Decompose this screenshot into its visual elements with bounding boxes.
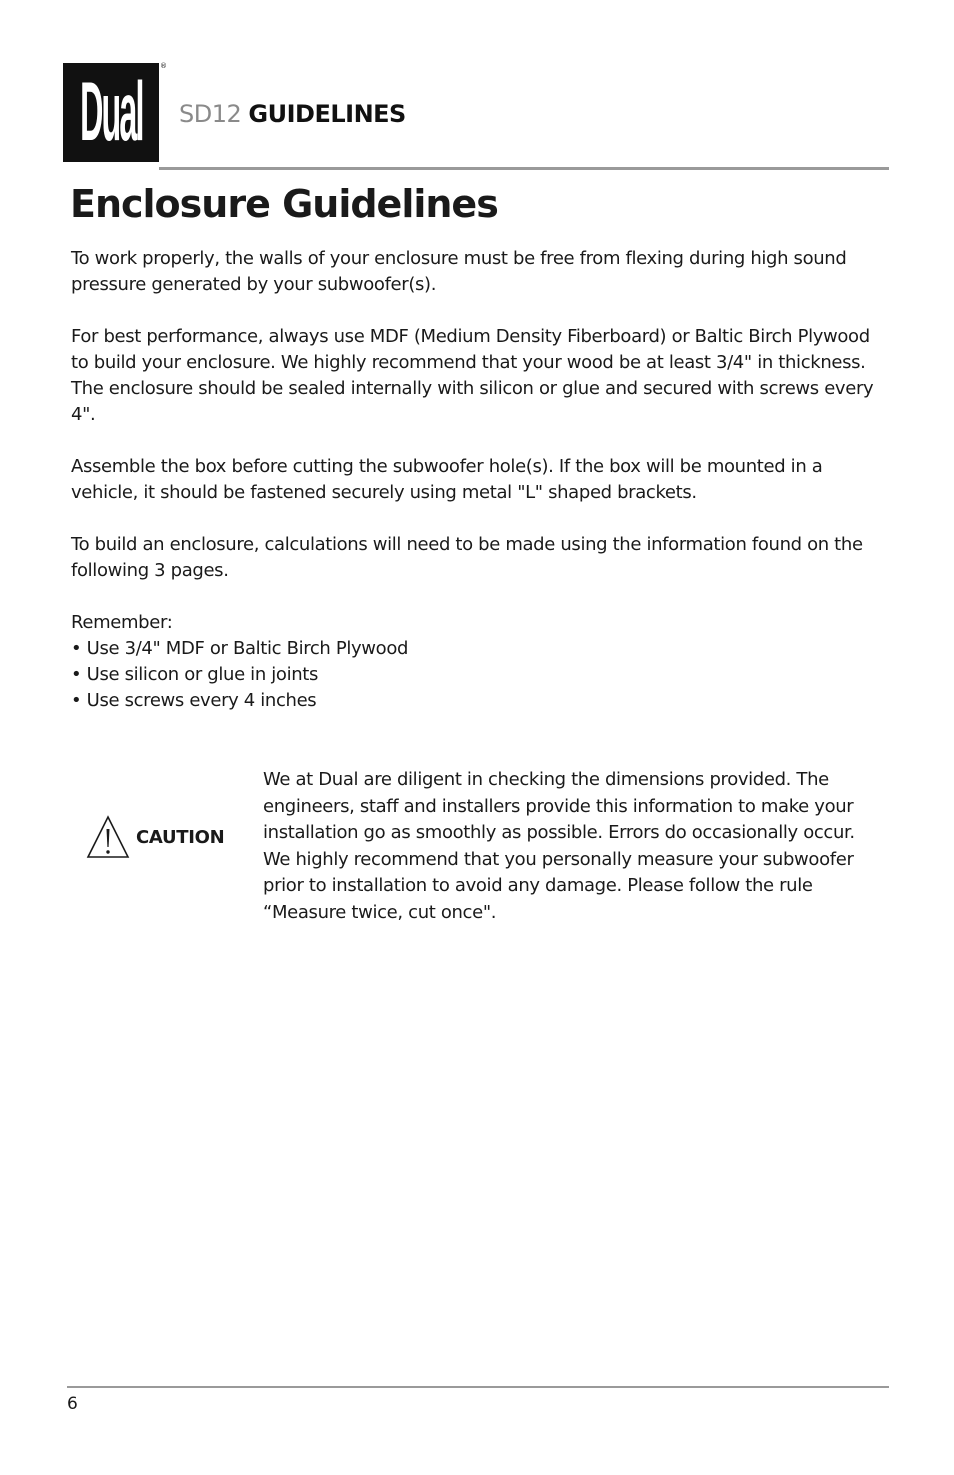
caution-text: We at Dual are diligent in checking the dimensions provided. The engineers, staff and installers provide this information to make your installation go as smoothly as possible. Errors do occasionally occur. We highly recommend that you personally measure your subwoofer prior to installation to avoid any damage. Please follow the rule “Measure twice, cut once". (263, 769, 855, 923)
caution-label: CAUTION (136, 826, 225, 848)
warning-triangle-icon (86, 815, 130, 859)
paragraph-assembly: Assemble the box before cutting the subwoofer hole(s). If the box will be mounted in a vehicle, it should be fastened securely using metal "L" shaped brackets. (71, 456, 823, 503)
model-name: SD12 (179, 100, 242, 128)
logo-text: Dual (79, 66, 143, 159)
dual-logo (63, 63, 159, 162)
registered-mark: ® (160, 62, 167, 70)
header-rule (159, 167, 889, 170)
paragraph-calculations: To build an enclosure, calculations will need to be made using the information found on the following 3 pages. (71, 534, 863, 581)
section-name: GUIDELINES (248, 100, 406, 128)
remember-label: Remember: (71, 612, 173, 633)
paragraph-materials: For best performance, always use MDF (Medium Density Fiberboard) or Baltic Birch Plywood to build your enclosure. We highly recommend that your wood be at least 3/4" in thickness. The enclosure should be sealed internally with silicon or glue and secured with screws every 4". (71, 326, 874, 425)
list-item: • Use silicon or glue in joints (71, 662, 408, 688)
list-item: • Use screws every 4 inches (71, 688, 408, 714)
page-number: 6 (67, 1394, 78, 1414)
footer-rule (67, 1386, 889, 1388)
remember-list (71, 636, 408, 714)
paragraph-flexing: To work properly, the walls of your enclosure must be free from flexing during high sound pressure generated by your subwoofer(s). (71, 248, 847, 295)
page-title: Enclosure Guidelines (70, 182, 498, 226)
caution-block (86, 815, 224, 859)
header-title (179, 100, 406, 128)
list-item: • Use 3/4" MDF or Baltic Birch Plywood (71, 636, 408, 662)
